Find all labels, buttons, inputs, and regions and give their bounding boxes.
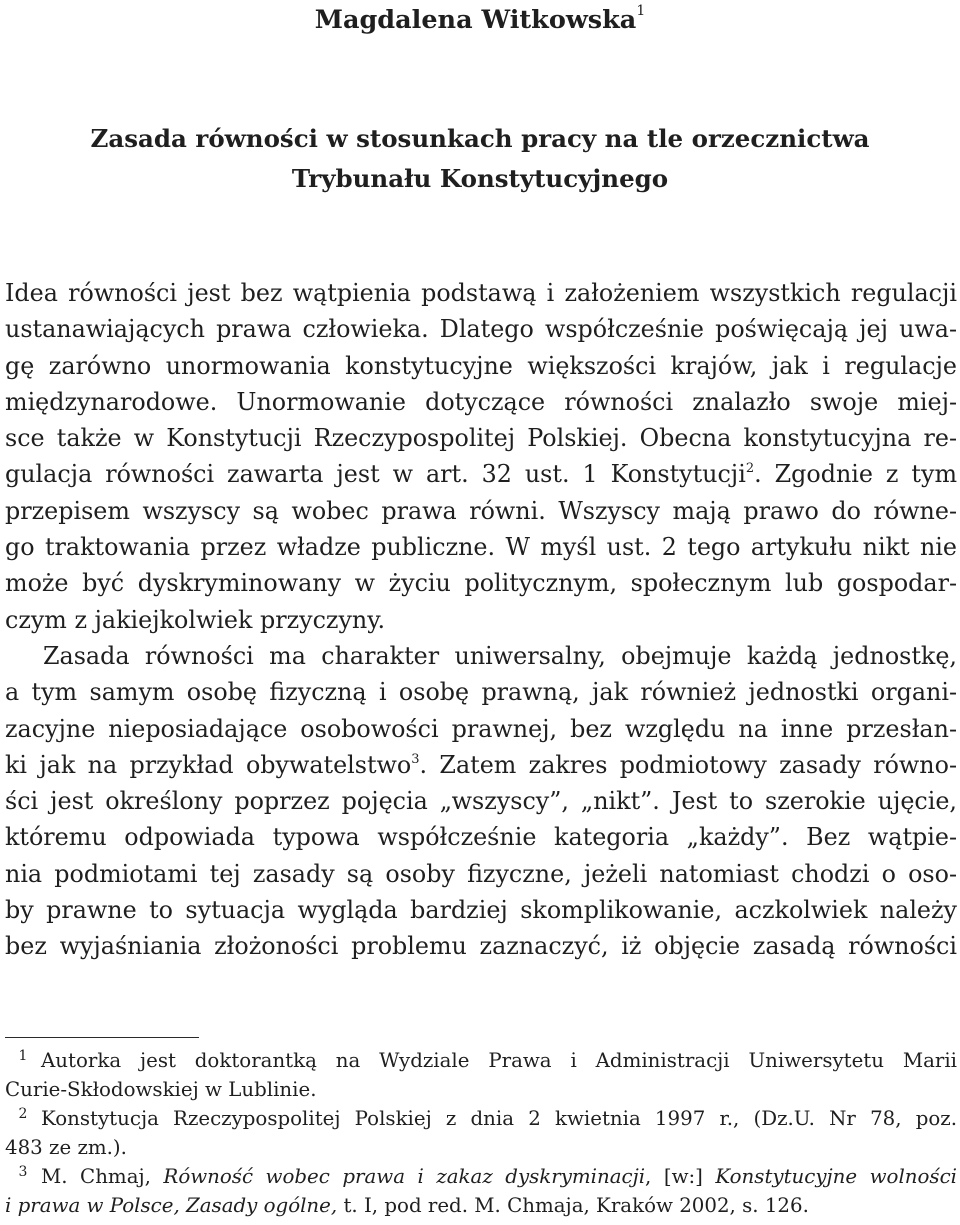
text-line: bez wyjaśniania złożoności problemu zaznaczyć, iż objęcie zasadą równości xyxy=(5,932,957,961)
title-line-1: Zasada równości w stosunkach pracy na tle orzecznictwa xyxy=(90,124,870,153)
title-line-2: Trybunału Konstytucyjnego xyxy=(291,164,669,193)
text-line: gę zarówno unormowania konstytucyjne większości krajów, jak i regulacje xyxy=(5,351,957,380)
text-line: nia podmiotami tej zasady są osoby fizyczne, jeżeli natomiast chodzi o oso- xyxy=(5,859,957,888)
body-text xyxy=(5,275,957,965)
footnote-3 xyxy=(5,1162,957,1220)
text-line: a tym samym osobę fizyczną i osobę prawną, jak również jednostki organi- xyxy=(5,678,957,707)
footnote-divider xyxy=(5,1037,199,1038)
footnote-line: 2 Konstytucja Rzeczypospolitej Polskiej z dnia 2 kwietnia 1997 r., (Dz.U. Nr 78, poz. xyxy=(18,1106,957,1130)
paragraph-2 xyxy=(5,638,957,965)
text-line: może być dyskryminowany w życiu politycznym, społecznym lub gospodar- xyxy=(5,569,957,598)
text-span: Autorka jest doktorantką na Wydziale Prawa i Administracji Uniwersytetu Marii xyxy=(41,1049,957,1072)
text-line: Idea równości jest bez wątpienia podstawą i założeniem wszystkich regulacji xyxy=(5,279,957,307)
text-line: ści jest określony poprzez pojęcia „wszyscy”, „nikt”. Jest to szerokie ujęcie, xyxy=(5,787,957,816)
footnote-2 xyxy=(5,1104,957,1162)
text-span: gulacja równości zawarta jest w art. 32 ust. 1 Konstytucji xyxy=(5,460,746,489)
author-text: Magdalena Witkowska xyxy=(314,5,637,35)
text-span: t. I, pod red. M. Chmaja, Kraków 2002, s. 126. xyxy=(337,1194,809,1217)
text-span-italic: Konstytucyjne wolności xyxy=(715,1165,957,1188)
author-name xyxy=(0,2,960,38)
text-span: . Zatem zakres podmiotowy zasady równo- xyxy=(419,750,957,779)
article-title xyxy=(0,119,960,199)
footnote-line: Curie-Skłodowskiej w Lublinie. xyxy=(5,1078,317,1101)
footnote-line xyxy=(5,1191,957,1220)
footnote-1 xyxy=(5,1046,957,1104)
text-line: Zasada równości ma charakter uniwersalny, obejmuje każdą jednostkę, xyxy=(43,641,957,670)
text-line: międzynarodowe. Unormowanie dotyczące równości znalazło swoje miej- xyxy=(5,387,957,416)
footnotes xyxy=(5,1046,957,1220)
footnote-mark-3: 3 xyxy=(411,751,420,767)
text-span: Konstytucja Rzeczypospolitej Polskiej z dnia 2 kwietnia 1997 r., (Dz.U. Nr 78, poz. xyxy=(41,1107,957,1130)
text-line: któremu odpowiada typowa współcześnie kategoria „każdy”. Bez wątpie- xyxy=(5,823,957,852)
text-line: ustanawiających prawa człowieka. Dlatego współcześnie poświęcają jej uwa- xyxy=(5,315,957,344)
paragraph-1 xyxy=(5,275,957,638)
footnote-mark-1: 1 xyxy=(636,3,646,19)
footnote-line: 483 ze zm.). xyxy=(5,1136,127,1159)
text-line: czym z jakiejkolwiek przyczyny. xyxy=(5,605,386,634)
text-span-italic: Równość wobec prawa i zakaz dyskryminacji xyxy=(163,1165,646,1188)
text-line: go traktowania przez władze publiczne. W myśl ust. 2 tego artykułu nikt nie xyxy=(5,533,957,562)
text-span: ki jak na przykład obywatelstwo xyxy=(5,750,412,779)
footnote-mark-2: 2 xyxy=(745,461,755,477)
text-line: zacyjne nieposiadające osobowości prawnej, bez względu na inne przesłan- xyxy=(5,714,957,743)
text-line: by prawne to sytuacja wygląda bardziej skomplikowanie, aczkolwiek należy xyxy=(5,896,957,925)
text-span: , [w:] xyxy=(645,1165,716,1188)
text-line: przepisem wszyscy są wobec prawa równi. Wszyscy mają prawo do równe- xyxy=(5,496,957,525)
text-line xyxy=(5,456,957,492)
text-span-italic: i prawa w Polsce, Zasady ogólne, xyxy=(5,1194,338,1217)
footnote-line: 3 M. Chmaj, Równość wobec prawa i zakaz dyskryminacji, [w:] Konstytucyjne wolności xyxy=(18,1164,957,1188)
footnote-line: 1 Autorka jest doktorantką na Wydziale Prawa i Administracji Uniwersytetu Marii xyxy=(18,1048,957,1072)
text-span: M. Chmaj, xyxy=(41,1165,164,1188)
text-line xyxy=(5,747,957,783)
text-span: . Zgodnie z tym xyxy=(754,460,958,489)
text-line: sce także w Konstytucji Rzeczypospolitej Polskiej. Obecna konstytucyjna re- xyxy=(5,424,957,453)
